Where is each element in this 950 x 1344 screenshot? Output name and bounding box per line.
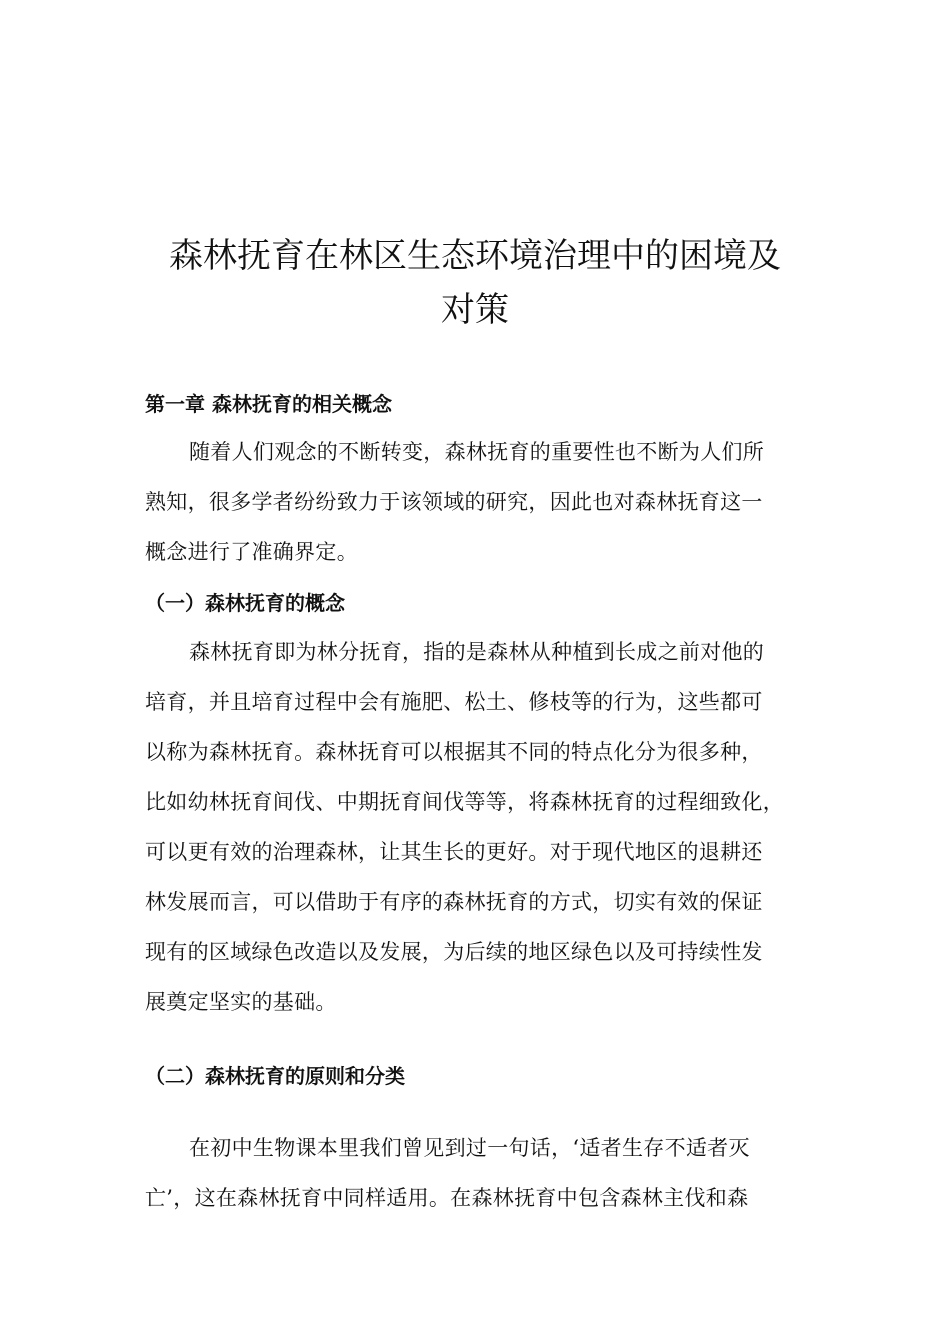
paragraph-line: 林发展而言，可以借助于有序的森林抚育的方式，切实有效的保证 [145,890,763,914]
document-title-line-2: 对策 [441,290,509,330]
paragraph-line: 培育，并且培育过程中会有施肥、松土、修枝等的行为，这些都可 [145,690,763,714]
paragraph-line: 在初中生物课本里我们曾见到过一句话，‘适者生存不适者灭 [189,1136,750,1160]
paragraph-line: 随着人们观念的不断转变，森林抚育的重要性也不断为人们所 [189,440,765,464]
paragraph-line: 熟知，很多学者纷纷致力于该领域的研究，因此也对森林抚育这一 [145,490,763,514]
paragraph-line: 概念进行了准确界定。 [145,540,358,564]
paragraph-line: 展奠定坚实的基础。 [145,990,337,1014]
paragraph-line: 亡’，这在森林抚育中同样适用。在森林抚育中包含森林主伐和森 [145,1186,749,1210]
chapter-1-heading: 第一章 森林抚育的相关概念 [145,392,392,416]
section-2-heading: （二）森林抚育的原则和分类 [145,1064,405,1088]
section-1-heading: （一）森林抚育的概念 [145,591,345,615]
document-title-line-1: 森林抚育在林区生态环境治理中的困境及 [169,236,781,276]
paragraph-line: 森林抚育即为林分抚育，指的是森林从种植到长成之前对他的 [189,640,765,664]
paragraph-line: 比如幼林抚育间伐、中期抚育间伐等等，将森林抚育的过程细致化， [145,790,784,814]
paragraph-line: 以称为森林抚育。森林抚育可以根据其不同的特点化分为很多种， [145,740,763,764]
paragraph-line: 现有的区域绿色改造以及发展，为后续的地区绿色以及可持续性发 [145,940,763,964]
paragraph-line: 可以更有效的治理森林，让其生长的更好。对于现代地区的退耕还 [145,840,763,864]
